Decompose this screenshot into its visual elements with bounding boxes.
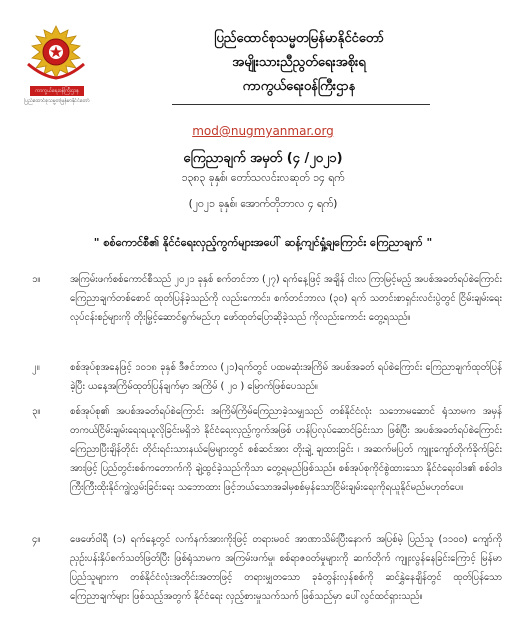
paragraph-number: ၃။ [32, 406, 41, 417]
paragraph-text: ဖေဖော်ဝါရီ (၁) ရက်နေ့တွင် လက်နက်အားကိုးဖြင့် တရားမဝင် အာဏာသိမ်းပြီးနောက် အပြစ်မဲ့ ပြည်သူ (၁၁၀၀) ကျော်ကို ညှဉ်းပန်းနှိပ်စက်သတ်ဖြတ်ပြီး ဖြစ်ရုံသာမက အကြမ်းဖက်မှု၊ စစ်ရာဇဝတ်မှုများကို ဆက်တိုက် ကျူးလွန်နေခြင်းကြောင့် မြန်မာပြည်သူများက တစ်နိုင်ငံလုံးအတိုင်းအတာဖြင့် တရားမျှတသော ခုခံတွန်းလှန်စစ်ကို ဆင်နွှဲနေချိန်တွင် ထုတ်ပြန်သောကြေညာချက်များ ဖြစ်သည့်အတွက် နိုင်ငံရေး လှည့်စားမှုသက်သက် ဖြစ်သည်မှာ ပေါ်လွင်ထင်ရှားသည်။ [70, 534, 502, 602]
statement-number: ကြေညာချက် အမှတ် (၄ /၂၀၂၁) [183, 151, 343, 166]
emblem-caption: ပြည်ထောင်စုသမ္မတမြန်မာနိုင်ငံတော် [24, 98, 90, 104]
header-divider [172, 104, 430, 105]
paragraph-4 [34, 530, 502, 606]
state-emblem-icon [22, 24, 90, 82]
paragraph-text: စစ်အုပ်စု၏ အပစ်အခတ်ရပ်စဲကြောင်း အကြိမ်ကြိမ်ကြေညာခဲ့သမျှသည် တစ်နိုင်ငံလုံး သဘောမဆောင် ရုံသာမက အမှန်တကယ်ငြိမ်းချမ်းရေးရယူလိုခြင်းမရှိဘဲ နိုင်ငံရေးလှည့်ကွက်အဖြစ် ဟန်ပြလုပ်ဆောင်ခြင်းသာ ဖြစ်ပြီး အပစ်အခတ်ရပ်စဲကြောင်း ကြေညာပြီးချိန်တိုင်း တိုင်းရင်းသားနယ်မြေများတွင် စစ်ဆင်အား တိုးချဲ့ ချထားခြင်း ၊ အဆက်မပြတ် ကျူးကျော်တိုက်ခိုက်ခြင်းအားဖြင့် ပြည်တွင်းစစ်ကတောက်ကို ချဲ့ထွင်ခဲ့သည်ကိုသာ တွေ့ရမည်ဖြစ်သည်။ စစ်အုပ်စုကိုင်စွဲထားသော နိုင်ငံရေးဝါဒ၏ စစ်ဝါဒကြီးကြီးထိုးနိုင်ကျွဲလွှမ်းခြင်းရေး သဘောထား ဖြင့်ဘယ်သောအခါမှစစ်မှန်သောငြိမ်းချမ်းရေးကိုရယူနိုင်မည်မဟုတ်ပေ။ [70, 406, 502, 493]
statement-date-gregorian: (၂၀၂၁ ခုနှစ်၊ အောက်တိုဘာလ ၄ ရက်) [188, 198, 338, 210]
paragraph-text: စစ်အုပ်စုအနေဖြင့် ၁၀၁၈ ခုနှစ် ဒီဇင်ဘာလ (၂၁)ရက်တွင် ပထမဆုံးအကြိမ် အပစ်အခတ် ရပ်စဲကြောင်း ကြေညာချက်ထုတ်ပြန်ခဲ့ပြီး ယနေ့အကြိမ်ထုတ်ပြန်ချက်မှာ အကြိမ် ( ၂၀ ) မြောက်ဖြစ်ပေသည်။ [70, 362, 502, 392]
statement-date-myanmar: ၁၃၈၃ ခုနှစ်၊ တော်သလင်းလဆုတ် ၁၄ ရက် [181, 172, 345, 184]
emblem-ministry-band: ကာကွယ်ရေးဝန်ကြီးဌာန [30, 86, 84, 96]
header-ministry-line: ကာကွယ်ရေးဝန်ကြီးဌာန [242, 79, 356, 94]
paragraph-number: ၁။ [32, 274, 41, 285]
statement-title: " စစ်ကောင်စီ၏ နိုင်ငံရေးလှည့်ကွက်များအပေါ် ဆန့်ကျင်ရှုံ့ချကြောင်း ကြေညာချက် " [93, 236, 433, 249]
paragraph-number: ၄။ [32, 534, 41, 545]
paragraph-1 [34, 270, 502, 327]
header-nug-line: အမျိုးသားညီညွတ်ရေးအစိုးရ [232, 55, 366, 70]
paragraph-2 [34, 358, 502, 396]
paragraph-text: အကြမ်းဖက်စစ်ကောင်စီသည် ၂၀၂၁ ခုနှစ် စက်တင်ဘာ (၂၇) ရက်နေ့ဖြင့် အချိန် ငါးလ ကြာမြင့်မည့် အပစ်အခတ်ရပ်စဲကြောင်း ကြေညာချက်တစ်စောင် ထုတ်ပြန်ခဲ့သည်ကို လည်းကောင်း၊ စက်တင်ဘာလ (၃၀) ရက် သတင်းစာရှင်းလင်းပွဲတွင် ငြိမ်းချမ်းရေးလုပ်ငန်းစဉ်များကို တိုးမြှင့်ဆောင်ရွက်မည်ဟု ဖော်ထုတ်ပြောဆိုခဲ့သည် ကိုလည်းကောင်း တွေ့ရသည်။ [70, 274, 502, 323]
email-link[interactable]: mod@nugmyanmar.org [192, 124, 334, 138]
header-government-line: ပြည်ထောင်စုသမ္မတမြန်မာနိုင်ငံတော် [214, 31, 384, 46]
paragraph-number: ၂။ [32, 362, 40, 373]
paragraph-3 [34, 402, 502, 497]
